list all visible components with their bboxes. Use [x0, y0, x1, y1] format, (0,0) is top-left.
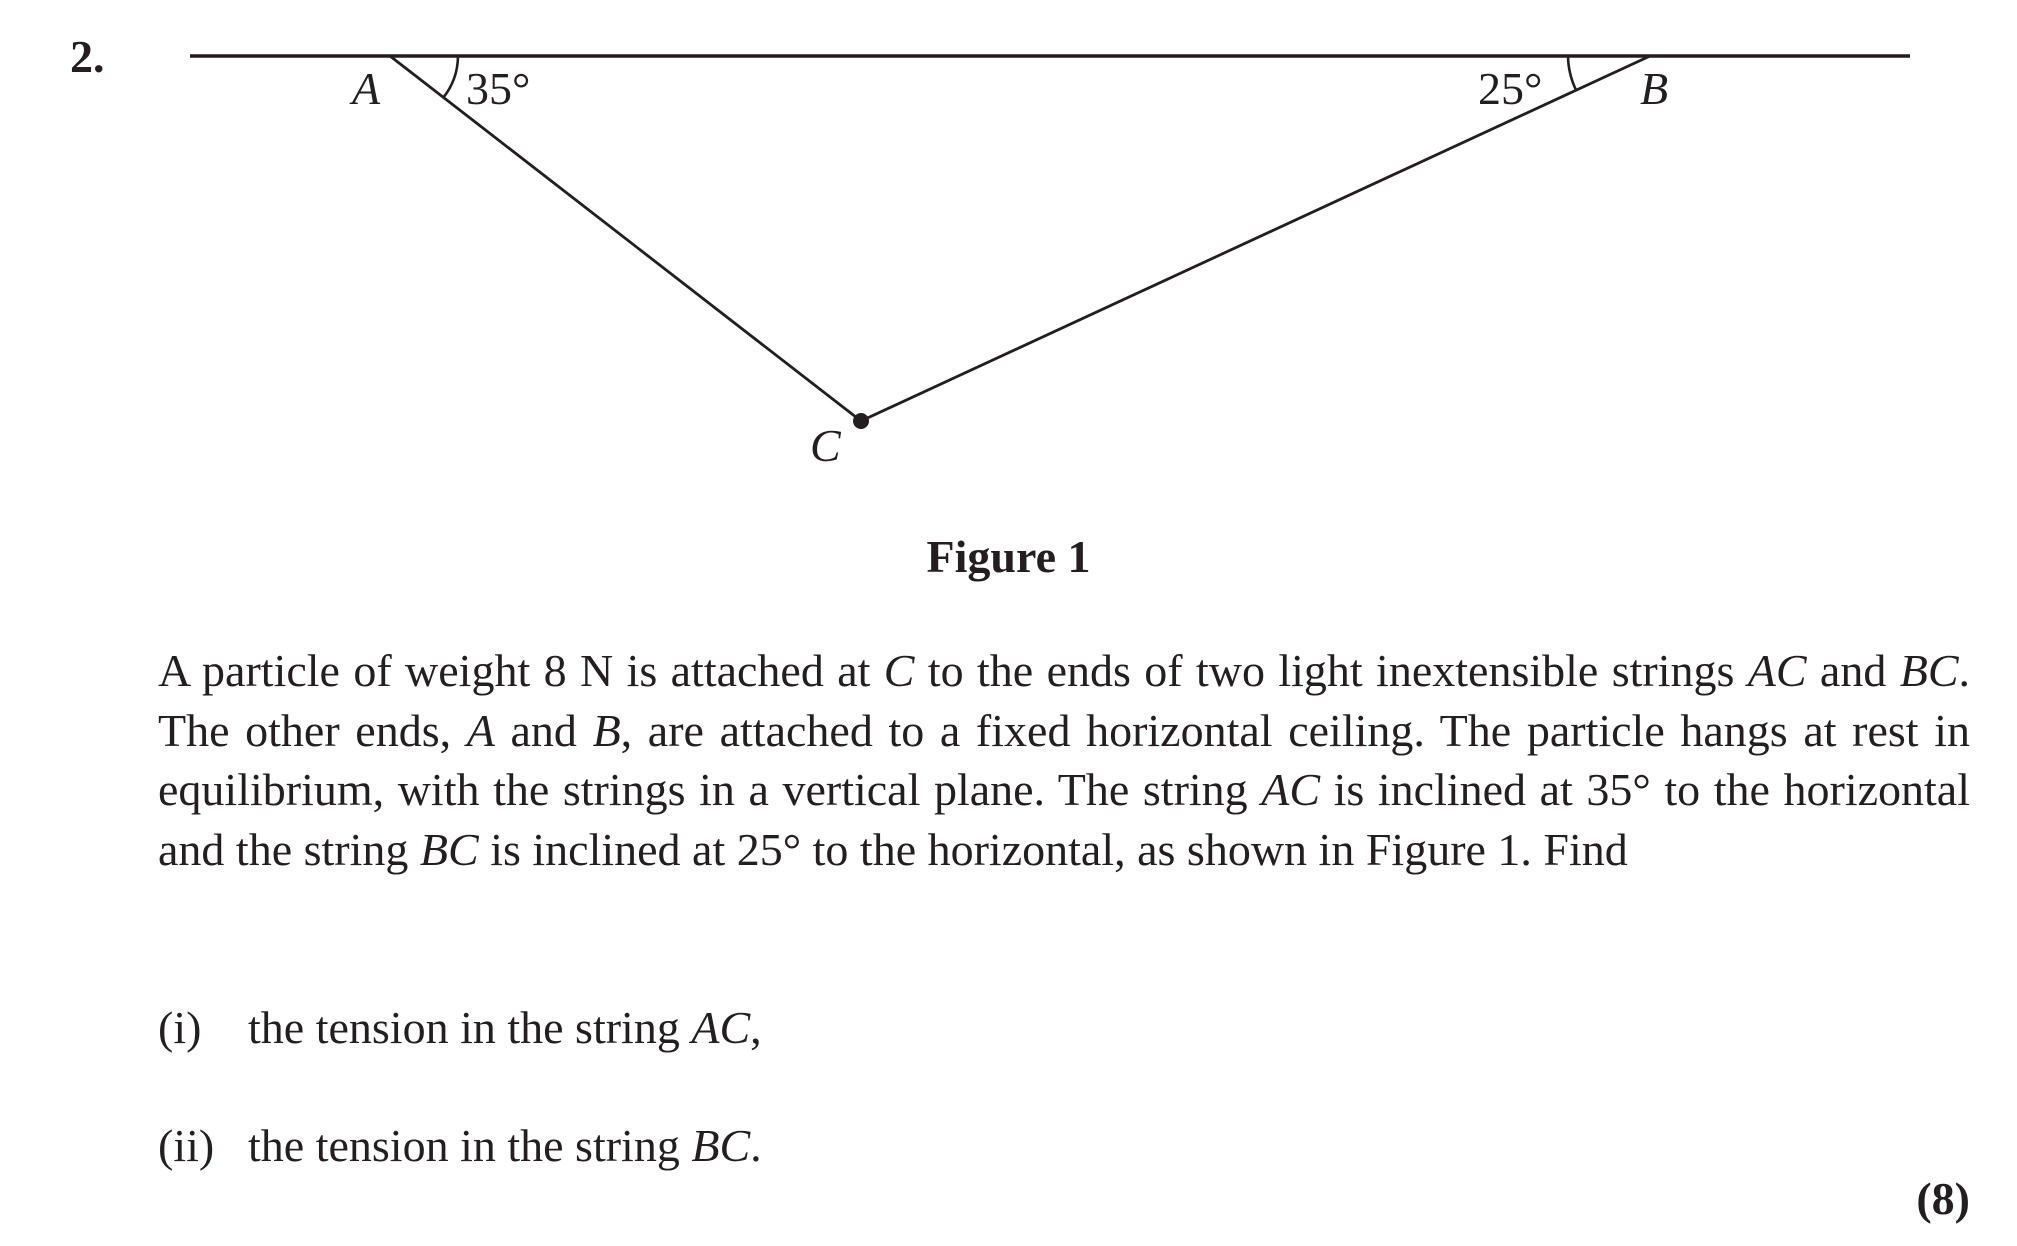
part-ii: (ii) the tension in the string BC.	[158, 1120, 762, 1171]
label-point-a: A	[352, 63, 381, 114]
question-number: 2.	[70, 31, 105, 82]
angle-arc-b	[1568, 56, 1576, 90]
figure-1-diagram	[0, 0, 2017, 520]
part-text: the tension in the string	[248, 1002, 692, 1053]
angle-arc-a	[443, 56, 458, 98]
part-text: the tension in the string	[248, 1120, 692, 1171]
part-i: (i) the tension in the string AC,	[158, 1002, 762, 1053]
label-angle-b: 25°	[1478, 63, 1543, 114]
string-ac	[390, 56, 861, 421]
part-variable: AC	[691, 1002, 751, 1053]
particle-c	[853, 413, 869, 429]
label-angle-a: 35°	[466, 63, 531, 114]
label-point-b: B	[1640, 63, 1669, 114]
figure-caption: Figure 1	[926, 531, 1091, 582]
marks: (8)	[1916, 1173, 1970, 1224]
question-paragraph: A particle of weight 8 N is attached at C to the ends of two light inextensible strings AC and BC. The other ends, A and B, are attached to a fixed horizontal ceiling. The particle hangs at rest in equilibrium, with the strings in a vertical plane. The string AC is inclined at 35° to the horizontal and the string BC is inclined at 25° to the horizontal, as shown in Figure 1. Find	[158, 645, 1971, 875]
part-variable: BC	[691, 1120, 751, 1171]
part-label: (i)	[158, 1002, 202, 1053]
part-label: (ii)	[158, 1120, 215, 1171]
label-point-c: C	[810, 420, 841, 471]
